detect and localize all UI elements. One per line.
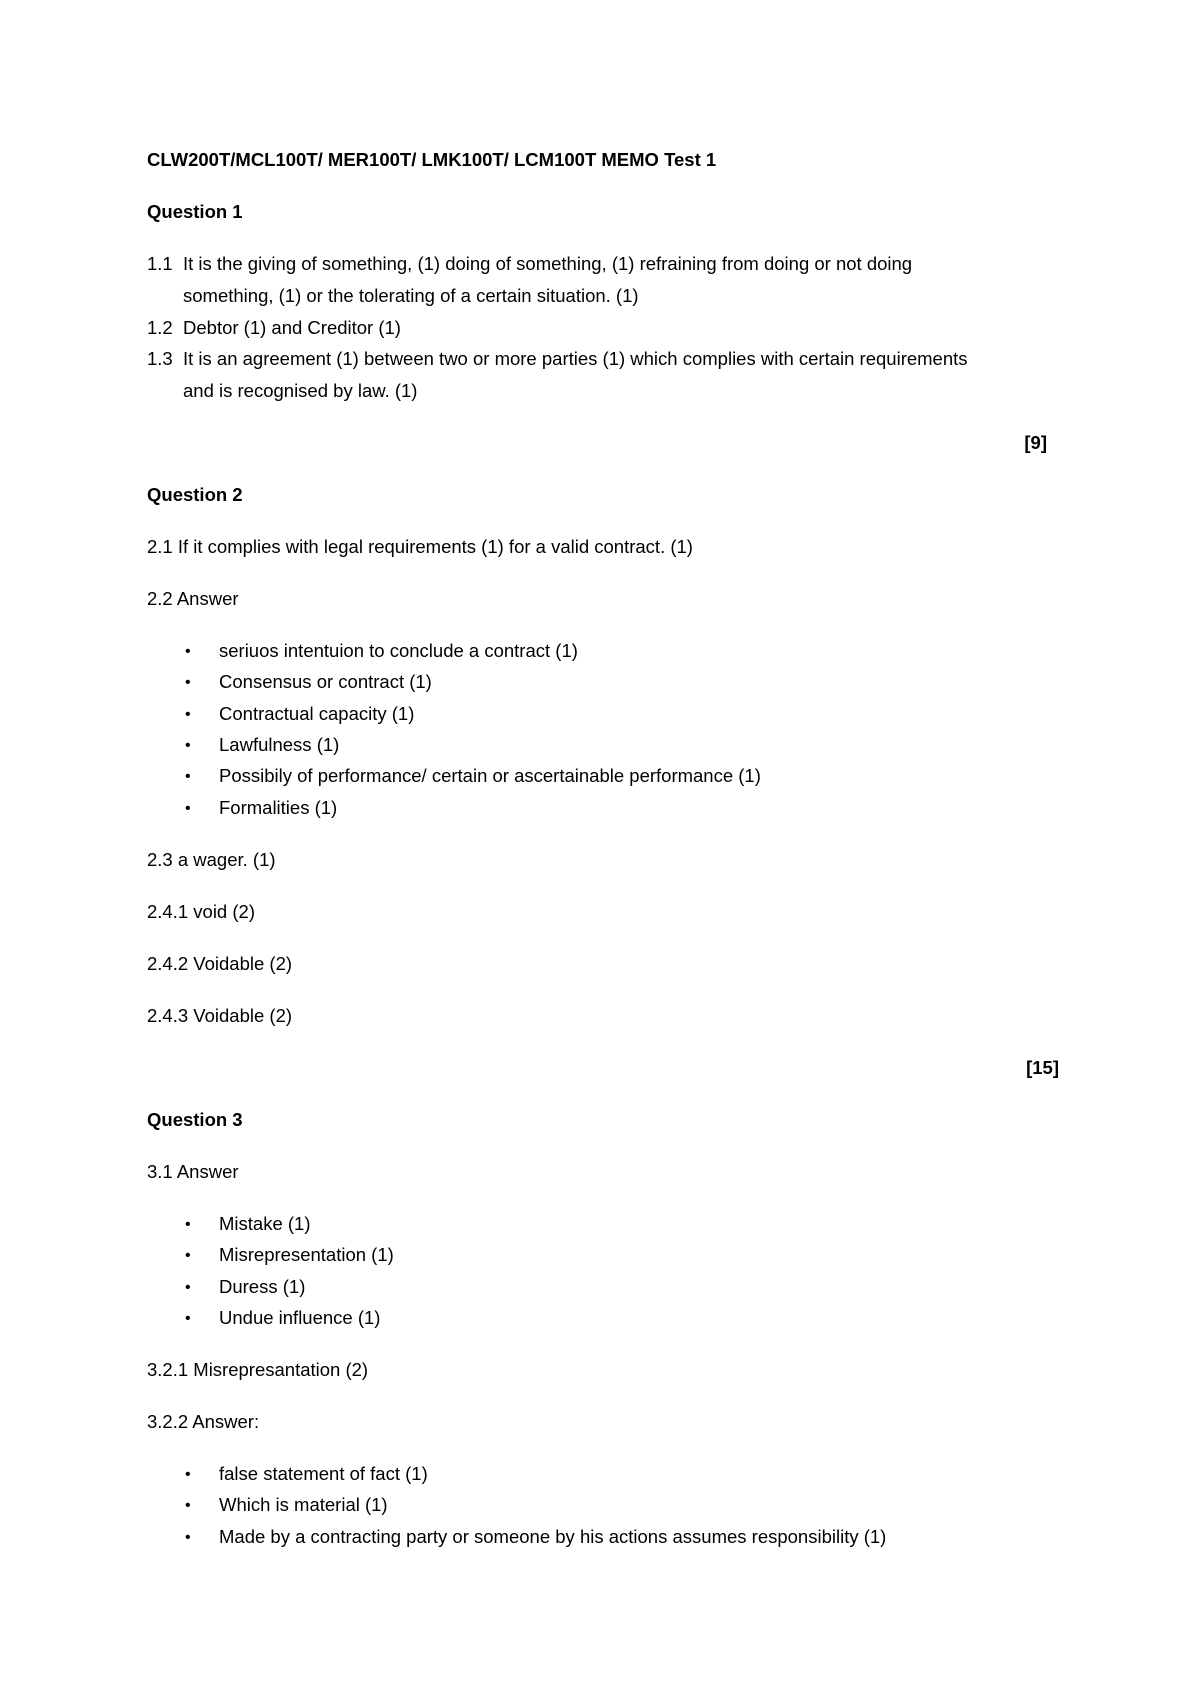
list-item: Mistake (1) bbox=[219, 1213, 311, 1234]
list-item: Misrepresentation (1) bbox=[219, 1244, 394, 1265]
q2-2-heading: 2.2 Answer bbox=[147, 588, 239, 609]
q3-2-1-answer: 3.2.1 Misrepresantation (2) bbox=[147, 1359, 369, 1380]
bullet-icon: • bbox=[185, 643, 191, 660]
bullet-icon: • bbox=[185, 1247, 191, 1264]
bullet-icon: • bbox=[185, 1310, 191, 1327]
list-item: Duress (1) bbox=[219, 1276, 306, 1297]
q1-item-text-continued: something, (1) or the tolerating of a certain situation. (1) bbox=[183, 285, 639, 306]
bullet-icon: • bbox=[185, 737, 191, 754]
q2-4-2-answer: 2.4.2 Voidable (2) bbox=[147, 953, 293, 974]
q1-item-text: It is the giving of something, (1) doing of something, (1) refraining from doing or not doing bbox=[183, 253, 913, 274]
question-2-heading: Question 2 bbox=[147, 484, 243, 505]
question-1-heading: Question 1 bbox=[147, 201, 243, 222]
q1-item-number: 1.1 bbox=[147, 253, 173, 274]
q3-1-heading: 3.1 Answer bbox=[147, 1161, 239, 1182]
q1-total-marks: [9] bbox=[1024, 432, 1047, 453]
q2-4-3-answer: 2.4.3 Voidable (2) bbox=[147, 1005, 293, 1026]
bullet-icon: • bbox=[185, 768, 191, 785]
q3-2-2-heading: 3.2.2 Answer: bbox=[147, 1411, 260, 1432]
q1-item-text: It is an agreement (1) between two or more parties (1) which complies with certain requirements bbox=[183, 348, 968, 369]
bullet-icon: • bbox=[185, 1216, 191, 1233]
list-item: Which is material (1) bbox=[219, 1494, 388, 1515]
q1-item-text-continued: and is recognised by law. (1) bbox=[183, 380, 418, 401]
bullet-icon: • bbox=[185, 1279, 191, 1296]
q1-item-number: 1.3 bbox=[147, 348, 173, 369]
list-item: Consensus or contract (1) bbox=[219, 671, 432, 692]
bullet-icon: • bbox=[185, 1497, 191, 1514]
list-item: Contractual capacity (1) bbox=[219, 703, 415, 724]
q1-item-number: 1.2 bbox=[147, 317, 173, 338]
bullet-icon: • bbox=[185, 1466, 191, 1483]
list-item: Possibily of performance/ certain or ascertainable performance (1) bbox=[219, 765, 761, 786]
bullet-icon: • bbox=[185, 674, 191, 691]
question-3-heading: Question 3 bbox=[147, 1109, 243, 1130]
q2-total-marks: [15] bbox=[1026, 1057, 1059, 1078]
q1-item-text: Debtor (1) and Creditor (1) bbox=[183, 317, 401, 338]
bullet-icon: • bbox=[185, 706, 191, 723]
list-item: Formalities (1) bbox=[219, 797, 338, 818]
list-item: Made by a contracting party or someone by his actions assumes responsibility (1) bbox=[219, 1526, 887, 1547]
bullet-icon: • bbox=[185, 800, 191, 817]
list-item: Undue influence (1) bbox=[219, 1307, 381, 1328]
bullet-icon: • bbox=[185, 1529, 191, 1546]
list-item: false statement of fact (1) bbox=[219, 1463, 428, 1484]
list-item: Lawfulness (1) bbox=[219, 734, 340, 755]
q2-4-1-answer: 2.4.1 void (2) bbox=[147, 901, 255, 922]
document-title: CLW200T/MCL100T/ MER100T/ LMK100T/ LCM100T MEMO Test 1 bbox=[147, 149, 717, 170]
list-item: seriuos intentuion to conclude a contract (1) bbox=[219, 640, 578, 661]
q2-3-answer: 2.3 a wager. (1) bbox=[147, 849, 276, 870]
q2-1-answer: 2.1 If it complies with legal requirements (1) for a valid contract. (1) bbox=[147, 536, 693, 557]
